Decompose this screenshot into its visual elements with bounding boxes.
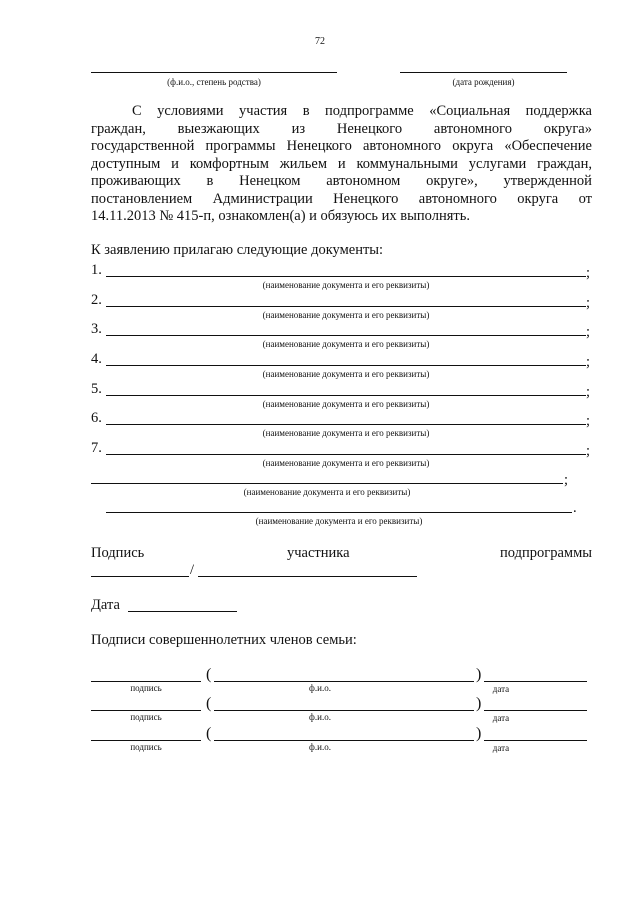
document-semicolon: ; xyxy=(586,295,591,311)
consent-word: услугами xyxy=(468,156,527,172)
family-date-line[interactable] xyxy=(484,740,587,741)
consent-word: в xyxy=(206,173,214,189)
consent-word: условиями xyxy=(157,103,224,119)
consent-word: участия xyxy=(239,103,288,119)
participant-name-line[interactable] xyxy=(198,576,417,577)
consent-line xyxy=(91,138,592,155)
family-date-line[interactable] xyxy=(484,681,587,682)
document-number: 4. xyxy=(91,351,102,367)
signature-word-subprogram: подпрограммы xyxy=(500,545,592,561)
consent-word: Администрации xyxy=(212,191,313,207)
documents-heading: К заявлению прилагаю следующие документы: xyxy=(91,242,384,258)
document-semicolon: ; xyxy=(564,472,569,488)
document-field-line[interactable] xyxy=(106,424,586,425)
family-date-caption: дата xyxy=(492,743,510,753)
page-number: 72 xyxy=(315,36,325,47)
document-semicolon: ; xyxy=(586,384,591,400)
date-field-line[interactable] xyxy=(128,611,237,612)
consent-word: комфортным xyxy=(189,156,269,172)
consent-line xyxy=(91,191,592,208)
family-heading: Подписи совершеннолетних членов семьи: xyxy=(91,632,357,648)
consent-line xyxy=(91,173,592,190)
document-field-caption: (наименование документа и его реквизиты) xyxy=(243,487,411,497)
consent-word: поддержка xyxy=(525,103,592,119)
document-field-caption: (наименование документа и его реквизиты) xyxy=(255,516,423,526)
document-semicolon: ; xyxy=(586,354,591,370)
document-number: 2. xyxy=(91,292,102,308)
consent-word: С xyxy=(132,103,142,119)
signature-words xyxy=(91,545,592,562)
document-field-line[interactable] xyxy=(106,454,586,455)
consent-word: от xyxy=(578,191,592,207)
consent-word: округа xyxy=(517,191,559,207)
consent-word: округе», xyxy=(426,173,478,189)
family-open-paren: ( xyxy=(206,666,212,683)
participant-signature-line[interactable] xyxy=(91,576,189,577)
consent-word: округа» xyxy=(543,121,592,137)
consent-word: жильем xyxy=(279,156,327,172)
document-number: 1. xyxy=(91,262,102,278)
document-field-line[interactable] xyxy=(106,306,586,307)
consent-word: коммунальными xyxy=(356,156,458,172)
family-sign-caption: подпись xyxy=(130,712,162,722)
document-number: 5. xyxy=(91,381,102,397)
consent-word: автономного xyxy=(362,138,442,154)
family-sign-caption: подпись xyxy=(130,742,162,752)
family-close-paren: ) xyxy=(476,725,482,742)
family-open-paren: ( xyxy=(206,695,212,712)
family-signature-line[interactable] xyxy=(91,710,201,711)
consent-word: Ненецком xyxy=(239,173,301,189)
consent-word: и xyxy=(337,156,346,172)
document-semicolon: ; xyxy=(586,265,591,281)
document-field-line[interactable] xyxy=(106,365,586,366)
signature-slash: / xyxy=(190,562,195,578)
document-field-line[interactable] xyxy=(106,395,586,396)
relation-field-caption: (ф.и.о., степень родства) xyxy=(167,77,261,87)
consent-word: автономного xyxy=(418,191,497,207)
consent-word: выезжающих xyxy=(177,121,260,137)
consent-line xyxy=(91,208,592,225)
signature-word-sign: Подпись xyxy=(91,545,145,561)
family-close-paren: ) xyxy=(476,695,482,712)
document-field-caption: (наименование документа и его реквизиты) xyxy=(262,280,430,290)
document-field-caption: (наименование документа и его реквизиты) xyxy=(262,399,430,409)
document-field-line[interactable] xyxy=(106,335,586,336)
family-date-caption: дата xyxy=(492,713,510,723)
document-semicolon: ; xyxy=(586,324,591,340)
consent-line xyxy=(91,121,592,138)
family-name-caption: ф.и.о. xyxy=(309,683,331,693)
relation-field-line[interactable] xyxy=(91,72,337,73)
consent-word: автономном xyxy=(326,173,401,189)
consent-word: «Обеспечение xyxy=(504,138,592,154)
family-date-line[interactable] xyxy=(484,710,587,711)
consent-word: «Социальная xyxy=(429,103,511,119)
document-field-line[interactable] xyxy=(106,276,586,277)
consent-word: 14.11.2013 № 415-п, ознакомлен(а) и обязуюсь их выполнять. xyxy=(91,208,470,224)
consent-word: граждан, xyxy=(537,156,592,172)
document-semicolon: ; xyxy=(586,443,591,459)
family-name-caption: ф.и.о. xyxy=(309,712,331,722)
birthdate-field-line[interactable] xyxy=(400,72,567,73)
document-number: 7. xyxy=(91,440,102,456)
document-field-caption: (наименование документа и его реквизиты) xyxy=(262,428,430,438)
family-name-line[interactable] xyxy=(214,710,474,711)
family-signature-line[interactable] xyxy=(91,681,201,682)
document-field-line[interactable] xyxy=(106,512,572,513)
consent-word: программы xyxy=(205,138,276,154)
family-open-paren: ( xyxy=(206,725,212,742)
family-sign-caption: подпись xyxy=(130,683,162,693)
consent-word: доступным xyxy=(91,156,161,172)
consent-line xyxy=(132,103,592,120)
document-field-line[interactable] xyxy=(91,483,563,484)
document-number: 6. xyxy=(91,410,102,426)
document-period: . xyxy=(573,500,577,516)
consent-word: Ненецкого xyxy=(333,191,399,207)
family-name-line[interactable] xyxy=(214,681,474,682)
consent-word: округа xyxy=(452,138,494,154)
consent-word: Ненецкого xyxy=(336,121,403,137)
consent-line xyxy=(91,156,592,173)
document-field-caption: (наименование документа и его реквизиты) xyxy=(262,310,430,320)
consent-word: Ненецкого xyxy=(286,138,352,154)
document-number: 3. xyxy=(91,321,102,337)
family-name-caption: ф.и.о. xyxy=(309,742,331,752)
consent-word: граждан, xyxy=(91,121,146,137)
consent-word: из xyxy=(291,121,306,137)
consent-word: постановлением xyxy=(91,191,193,207)
consent-word: государственной xyxy=(91,138,195,154)
document-semicolon: ; xyxy=(586,413,591,429)
consent-word: утвержденной xyxy=(503,173,592,189)
birthdate-field-caption: (дата рождения) xyxy=(452,77,515,87)
family-close-paren: ) xyxy=(476,666,482,683)
signature-word-participant: участника xyxy=(287,545,350,561)
family-name-line[interactable] xyxy=(214,740,474,741)
consent-word: и xyxy=(171,156,179,172)
document-field-caption: (наименование документа и его реквизиты) xyxy=(262,369,430,379)
consent-word: в xyxy=(302,103,310,119)
family-date-caption: дата xyxy=(492,684,510,694)
document-field-caption: (наименование документа и его реквизиты) xyxy=(262,339,430,349)
document-field-caption: (наименование документа и его реквизиты) xyxy=(262,458,430,468)
consent-word: проживающих xyxy=(91,173,181,189)
date-label: Дата xyxy=(91,597,120,613)
family-signature-line[interactable] xyxy=(91,740,201,741)
consent-word: подпрограмме xyxy=(325,103,414,119)
consent-word: автономного xyxy=(433,121,512,137)
